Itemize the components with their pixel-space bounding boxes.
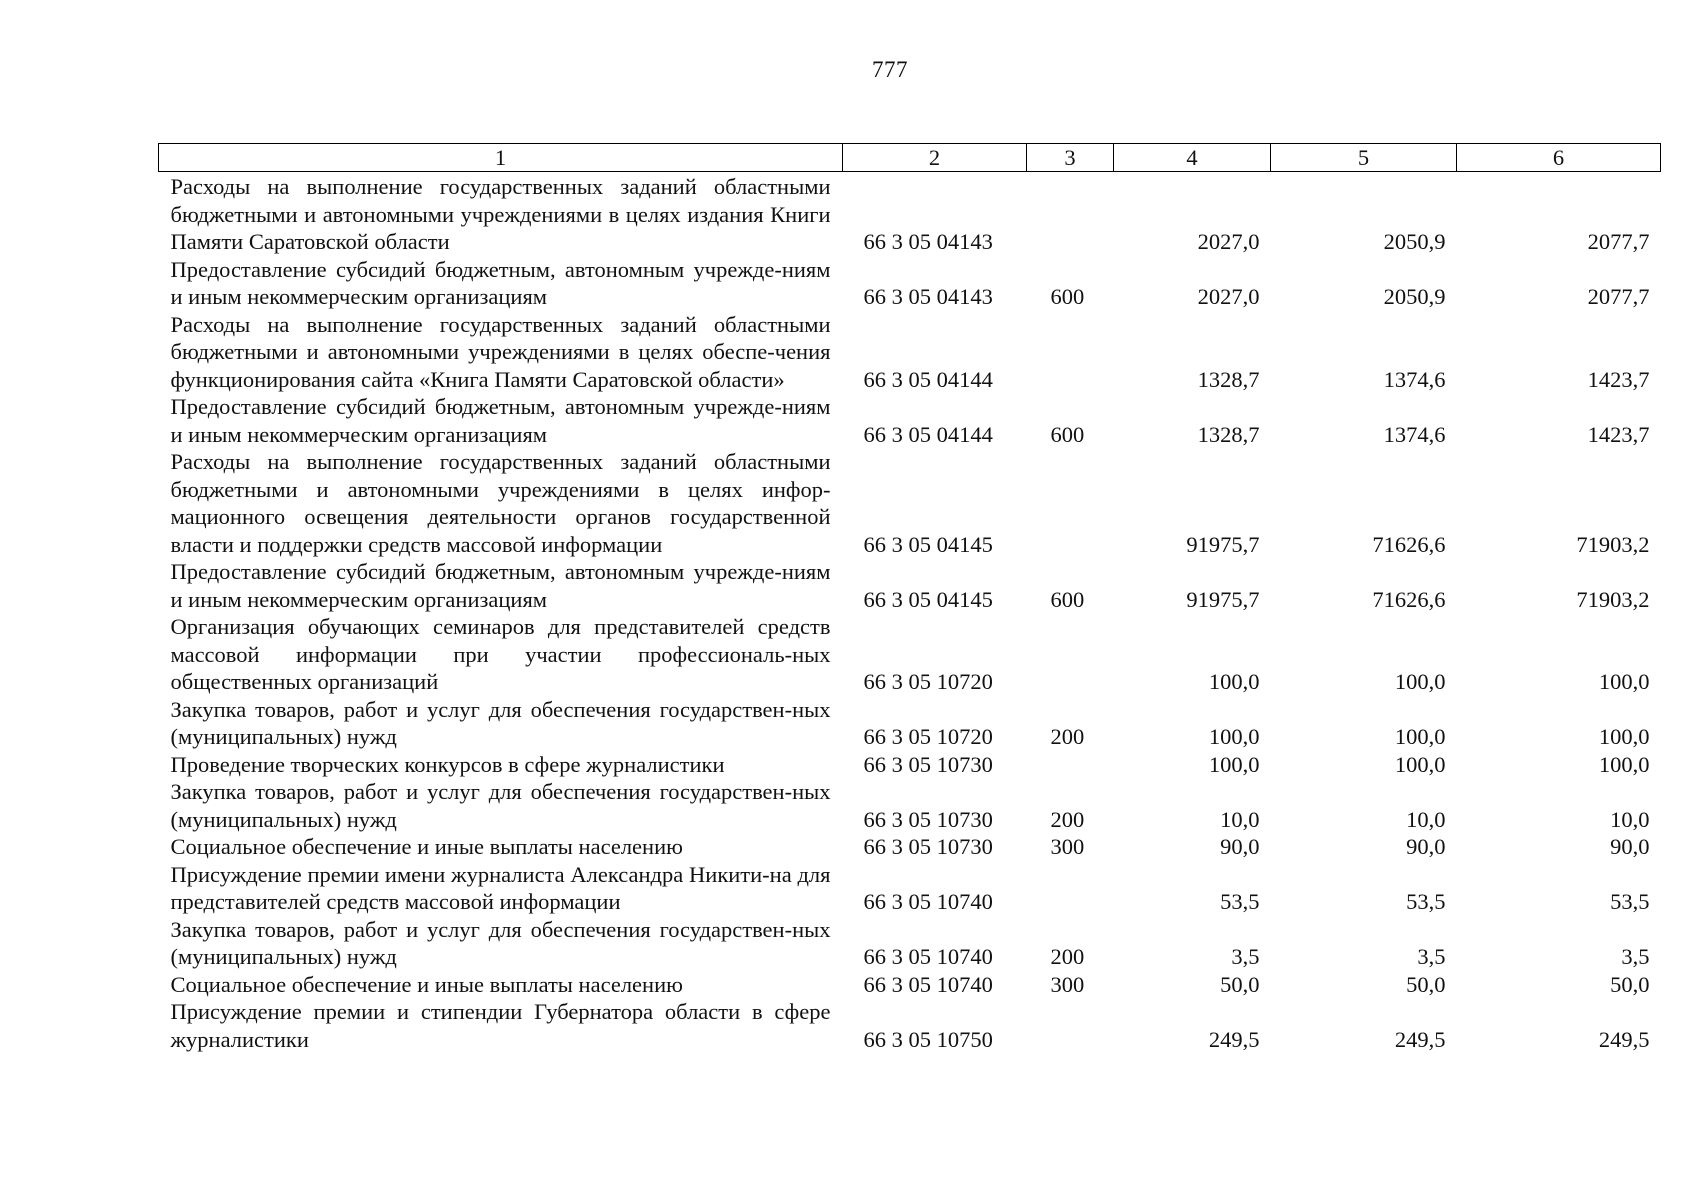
table-row xyxy=(159,696,1661,751)
table-row xyxy=(159,613,1661,696)
row-name: Расходы на выполнение государственных заданий областными бюджетными и автономными учреждениями в целях инфор-мационного освещения деятельности органов государственной власти и поддержки средств массовой информации xyxy=(170,449,831,557)
row-value-col6: 100,0 xyxy=(1598,669,1650,694)
row-expense-type xyxy=(1027,751,1114,779)
row-value-col4: 249,5 xyxy=(1208,1026,1260,1052)
row-value-col6: 10,0 xyxy=(1610,806,1650,832)
row-value-col5: 2050,9 xyxy=(1383,229,1446,254)
row-code: 66 3 05 10750 xyxy=(863,1026,993,1052)
row-value-col6: 249,5 xyxy=(1598,1026,1650,1052)
row-expense-type: 600 xyxy=(1050,284,1085,309)
row-value-col6: 2077,7 xyxy=(1587,284,1650,309)
column-header-6: 6 xyxy=(1457,144,1661,172)
row-code: 66 3 05 10740 xyxy=(863,971,993,997)
row-code: 66 3 05 04144 xyxy=(863,366,993,392)
row-code: 66 3 05 10740 xyxy=(863,944,993,969)
row-value-col4: 90,0 xyxy=(1220,834,1260,859)
column-header-5: 5 xyxy=(1271,144,1457,172)
row-code: 66 3 05 10740 xyxy=(863,889,993,914)
row-name: Социальное обеспечение и иные выплаты населению xyxy=(170,971,683,997)
row-expense-type: 200 xyxy=(1050,806,1085,832)
row-name: Присуждение премии имени журналиста Александра Никити-на для представителей средств массовой информации xyxy=(170,861,831,914)
row-name: Закупка товаров, работ и услуг для обеспечения государствен-ных (муниципальных) нужд xyxy=(170,779,831,832)
row-code: 66 3 05 10730 xyxy=(863,751,993,777)
row-name: Присуждение премии и стипендии Губернатора области в сфере журналистики xyxy=(170,999,831,1052)
column-header-4: 4 xyxy=(1114,144,1271,172)
column-header-3: 3 xyxy=(1027,144,1114,172)
table-row xyxy=(159,256,1661,311)
table-row xyxy=(159,971,1661,999)
row-value-col5: 3,5 xyxy=(1417,944,1446,969)
row-value-col4: 1328,7 xyxy=(1197,421,1260,447)
row-value-col6: 1423,7 xyxy=(1587,421,1650,447)
table-row xyxy=(159,311,1661,394)
table-row xyxy=(159,751,1661,779)
row-code: 66 3 05 04143 xyxy=(863,229,993,254)
row-value-col5: 100,0 xyxy=(1394,669,1446,694)
row-value-col6: 50,0 xyxy=(1610,971,1650,997)
row-expense-type xyxy=(1027,172,1114,256)
row-code: 66 3 05 10720 xyxy=(863,724,993,749)
row-value-col5: 50,0 xyxy=(1406,971,1446,997)
row-value-col4: 100,0 xyxy=(1208,751,1260,777)
row-code: 66 3 05 04143 xyxy=(863,284,993,309)
row-value-col5: 53,5 xyxy=(1406,889,1446,914)
row-value-col5: 100,0 xyxy=(1394,751,1446,777)
row-value-col6: 71903,2 xyxy=(1576,531,1650,557)
table-row xyxy=(159,448,1661,558)
row-value-col5: 249,5 xyxy=(1394,1026,1446,1052)
column-header-2: 2 xyxy=(843,144,1027,172)
row-name: Предоставление субсидий бюджетным, автономным учрежде-ниям и иным некоммерческим организациям xyxy=(170,394,831,447)
table-header-row xyxy=(159,144,1661,172)
row-name: Расходы на выполнение государственных заданий областными бюджетными и автономными учреждениями в целях обеспе-чения функционирования сайта «Книга Памяти Саратовской области» xyxy=(170,311,831,392)
row-expense-type: 200 xyxy=(1050,724,1085,749)
row-name: Закупка товаров, работ и услуг для обеспечения государствен-ных (муниципальных) нужд xyxy=(170,696,831,749)
row-expense-type: 200 xyxy=(1050,944,1085,969)
page-number: 777 xyxy=(872,57,908,82)
row-expense-type: 300 xyxy=(1050,834,1085,859)
row-value-col4: 91975,7 xyxy=(1186,586,1260,612)
row-value-col4: 10,0 xyxy=(1220,806,1260,832)
table-row xyxy=(159,916,1661,971)
row-value-col6: 3,5 xyxy=(1621,944,1650,969)
row-value-col6: 53,5 xyxy=(1610,889,1650,914)
row-value-col5: 100,0 xyxy=(1394,724,1446,749)
column-header-1: 1 xyxy=(159,144,843,172)
table-row xyxy=(159,778,1661,833)
row-code: 66 3 05 04145 xyxy=(863,586,993,612)
row-code: 66 3 05 04145 xyxy=(863,531,993,557)
row-name: Организация обучающих семинаров для представителей средств массовой информации при участии профессиональ-ных общественных организаций xyxy=(170,614,831,694)
budget-table xyxy=(158,143,1661,1053)
row-value-col5: 1374,6 xyxy=(1383,366,1446,392)
row-value-col4: 100,0 xyxy=(1208,669,1260,694)
row-expense-type xyxy=(1027,998,1114,1053)
row-code: 66 3 05 10720 xyxy=(863,669,993,694)
row-name: Социальное обеспечение и иные выплаты населению xyxy=(170,834,683,859)
row-expense-type xyxy=(1027,861,1114,916)
row-expense-type: 600 xyxy=(1050,586,1085,612)
row-expense-type: 600 xyxy=(1050,421,1085,447)
row-name: Предоставление субсидий бюджетным, автономным учрежде-ниям и иным некоммерческим организациям xyxy=(170,256,831,309)
row-value-col6: 1423,7 xyxy=(1587,366,1650,392)
table-row xyxy=(159,833,1661,861)
row-name: Закупка товаров, работ и услуг для обеспечения государствен-ных (муниципальных) нужд xyxy=(170,916,831,969)
row-value-col4: 50,0 xyxy=(1220,971,1260,997)
row-value-col5: 90,0 xyxy=(1406,834,1446,859)
row-code: 66 3 05 10730 xyxy=(863,834,993,859)
row-expense-type xyxy=(1027,311,1114,394)
row-value-col6: 71903,2 xyxy=(1576,586,1650,612)
row-expense-type xyxy=(1027,448,1114,558)
table-row xyxy=(159,861,1661,916)
table-row xyxy=(159,558,1661,613)
row-code: 66 3 05 10730 xyxy=(863,806,993,832)
row-value-col5: 10,0 xyxy=(1406,806,1446,832)
row-value-col5: 1374,6 xyxy=(1383,421,1446,447)
row-value-col4: 100,0 xyxy=(1208,724,1260,749)
row-value-col4: 3,5 xyxy=(1231,944,1260,969)
row-value-col6: 100,0 xyxy=(1598,724,1650,749)
row-value-col5: 71626,6 xyxy=(1372,586,1446,612)
row-value-col4: 91975,7 xyxy=(1186,531,1260,557)
row-value-col6: 90,0 xyxy=(1610,834,1650,859)
table-row xyxy=(159,393,1661,448)
row-expense-type: 300 xyxy=(1050,971,1085,997)
row-name: Предоставление субсидий бюджетным, автономным учрежде-ниям и иным некоммерческим организациям xyxy=(170,559,831,612)
row-value-col4: 53,5 xyxy=(1220,889,1260,914)
row-value-col4: 2027,0 xyxy=(1197,229,1260,254)
row-value-col5: 71626,6 xyxy=(1372,531,1446,557)
row-value-col6: 2077,7 xyxy=(1587,229,1650,254)
table-row xyxy=(159,172,1661,256)
row-value-col6: 100,0 xyxy=(1598,751,1650,777)
row-value-col4: 2027,0 xyxy=(1197,284,1260,309)
row-code: 66 3 05 04144 xyxy=(863,421,993,447)
row-value-col4: 1328,7 xyxy=(1197,366,1260,392)
row-name: Проведение творческих конкурсов в сфере журналистики xyxy=(170,751,725,777)
row-value-col5: 2050,9 xyxy=(1383,284,1446,309)
row-name: Расходы на выполнение государственных заданий областными бюджетными и автономными учреждениями в целях издания Книги Памяти Саратовской области xyxy=(170,174,831,254)
table-row xyxy=(159,998,1661,1053)
row-expense-type xyxy=(1027,613,1114,696)
